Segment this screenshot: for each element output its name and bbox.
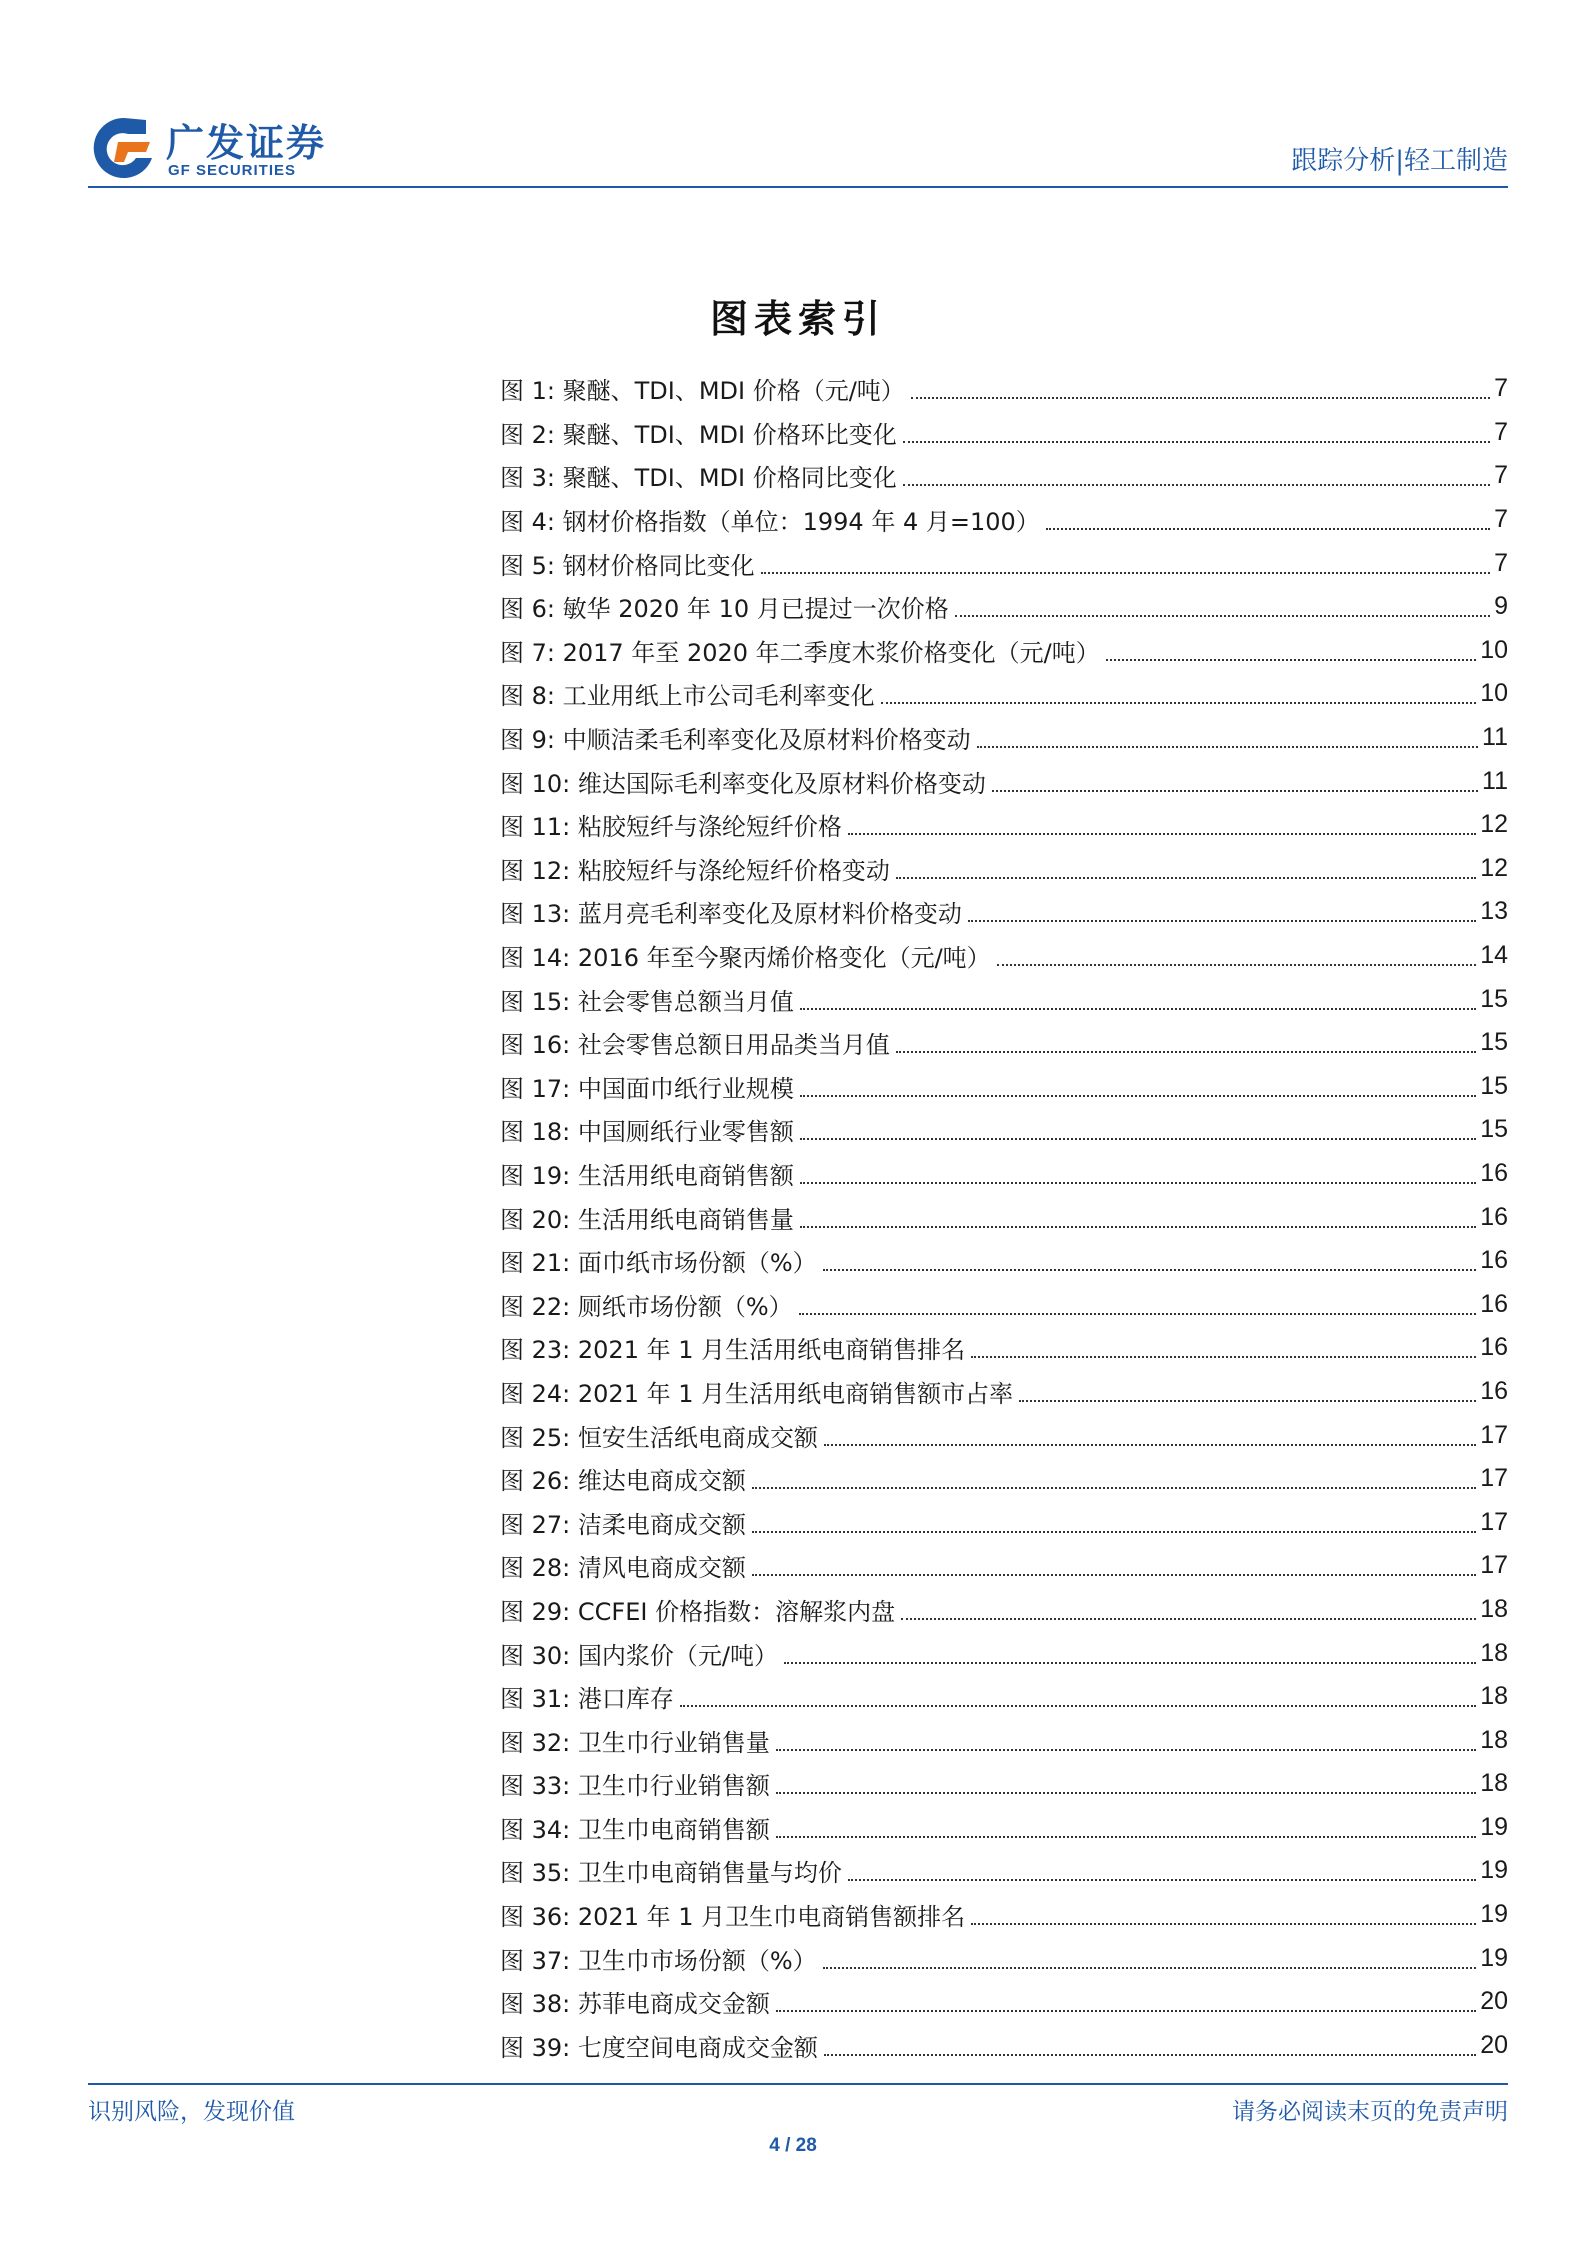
toc-leader-dots	[997, 963, 1477, 966]
toc-leader-dots	[800, 1137, 1476, 1140]
toc-leader-dots	[968, 919, 1476, 922]
toc-entry-page: 16	[1480, 1289, 1508, 1318]
toc-entry[interactable]	[500, 934, 1508, 978]
toc-entry-page: 20	[1480, 2030, 1508, 2059]
toc-entry-label: 图 17: 中国面巾纸行业规模	[500, 1074, 794, 1103]
toc-entry-label: 图 23: 2021 年 1 月生活用纸电商销售排名	[500, 1336, 966, 1365]
toc-entry-page: 20	[1480, 1987, 1508, 2016]
toc-entry[interactable]	[500, 716, 1508, 760]
toc-entry-page: 11	[1482, 766, 1508, 795]
toc-entry-page: 9	[1494, 592, 1508, 621]
toc-entry-label: 图 22: 厕纸市场份额（%）	[500, 1292, 793, 1321]
toc-entry-label: 图 27: 洁柔电商成交额	[500, 1510, 746, 1539]
toc-leader-dots	[896, 876, 1476, 879]
toc-entry[interactable]	[500, 1413, 1508, 1457]
toc-entry-page: 18	[1480, 1682, 1508, 1711]
toc-leader-dots	[752, 1573, 1476, 1576]
toc-leader-dots	[800, 1225, 1476, 1228]
toc-entry-label: 图 28: 清风电商成交额	[500, 1554, 746, 1583]
toc-leader-dots	[848, 1878, 1476, 1881]
toc-entry[interactable]	[500, 498, 1508, 542]
toc-leader-dots	[776, 1835, 1476, 1838]
toc-entry[interactable]	[500, 1544, 1508, 1588]
toc-leader-dots	[881, 701, 1477, 704]
toc-leader-dots	[955, 614, 1490, 617]
toc-entry[interactable]	[500, 367, 1508, 411]
toc-entry[interactable]	[500, 1806, 1508, 1850]
toc-entry[interactable]	[500, 759, 1508, 803]
toc-entry-page: 18	[1480, 1725, 1508, 1754]
toc-entry[interactable]	[500, 585, 1508, 629]
toc-entry-page: 19	[1480, 1943, 1508, 1972]
toc-entry-page: 17	[1480, 1464, 1508, 1493]
toc-entry-page: 10	[1480, 679, 1508, 708]
toc-leader-dots	[680, 1704, 1476, 1707]
toc-entry[interactable]	[500, 1282, 1508, 1326]
page-header	[88, 108, 1508, 186]
figure-index-list	[500, 367, 1508, 2067]
toc-entry[interactable]	[500, 1631, 1508, 1675]
toc-entry-page: 17	[1480, 1420, 1508, 1449]
toc-entry[interactable]	[500, 1500, 1508, 1544]
toc-entry-label: 图 32: 卫生巾行业销售量	[500, 1728, 770, 1757]
toc-leader-dots	[1106, 658, 1476, 661]
toc-entry-label: 图 12: 粘胶短纤与涤纶短纤价格变动	[500, 856, 890, 885]
toc-entry-label: 图 26: 维达电商成交额	[500, 1467, 746, 1496]
footer-slogan: 识别风险，发现价值	[88, 2099, 295, 2125]
toc-entry[interactable]	[500, 1021, 1508, 1065]
toc-leader-dots	[761, 571, 1490, 574]
toc-entry-label: 图 11: 粘胶短纤与涤纶短纤价格	[500, 813, 842, 842]
toc-entry-label: 图 21: 面巾纸市场份额（%）	[500, 1249, 817, 1278]
toc-entry-label: 图 30: 国内浆价（元/吨）	[500, 1641, 778, 1670]
toc-entry-label: 图 8: 工业用纸上市公司毛利率变化	[500, 682, 875, 711]
toc-entry[interactable]	[500, 629, 1508, 673]
toc-entry-page: 18	[1480, 1638, 1508, 1667]
toc-entry[interactable]	[500, 1718, 1508, 1762]
toc-entry-label: 图 13: 蓝月亮毛利率变化及原材料价格变动	[500, 900, 962, 929]
toc-entry-label: 图 24: 2021 年 1 月生活用纸电商销售额市占率	[500, 1379, 1014, 1408]
toc-leader-dots	[903, 440, 1490, 443]
toc-entry-label: 图 3: 聚醚、TDI、MDI 价格同比变化	[500, 464, 897, 493]
toc-leader-dots	[776, 1748, 1476, 1751]
toc-entry[interactable]	[500, 1108, 1508, 1152]
toc-leader-dots	[901, 1617, 1476, 1620]
toc-leader-dots	[977, 745, 1478, 748]
toc-entry-label: 图 34: 卫生巾电商销售额	[500, 1815, 770, 1844]
toc-entry-page: 16	[1480, 1376, 1508, 1405]
toc-entry-label: 图 38: 苏菲电商成交金额	[500, 1990, 770, 2019]
toc-leader-dots	[776, 2009, 1476, 2012]
toc-entry-label: 图 5: 钢材价格同比变化	[500, 551, 755, 580]
toc-entry-label: 图 4: 钢材价格指数（单位：1994 年 4 月=100）	[500, 508, 1040, 537]
toc-leader-dots	[823, 1268, 1477, 1271]
toc-entry-page: 19	[1480, 1900, 1508, 1929]
toc-entry[interactable]	[500, 1936, 1508, 1980]
toc-entry-page: 13	[1480, 897, 1508, 926]
toc-entry-label: 图 14: 2016 年至今聚丙烯价格变化（元/吨）	[500, 944, 991, 973]
toc-leader-dots	[896, 1050, 1476, 1053]
toc-entry-page: 11	[1482, 723, 1508, 752]
toc-leader-dots	[911, 396, 1490, 399]
toc-entry-page: 16	[1480, 1202, 1508, 1231]
toc-entry[interactable]	[500, 1980, 1508, 2024]
toc-entry[interactable]	[500, 1152, 1508, 1196]
toc-entry[interactable]	[500, 1675, 1508, 1719]
toc-entry[interactable]	[500, 890, 1508, 934]
toc-leader-dots	[800, 1094, 1476, 1097]
toc-entry-label: 图 39: 七度空间电商成交金额	[500, 2033, 818, 2062]
toc-entry-page: 18	[1480, 1594, 1508, 1623]
toc-entry-page: 12	[1480, 853, 1508, 882]
gf-logo-mark-icon	[88, 112, 160, 184]
toc-leader-dots	[992, 789, 1478, 792]
toc-leader-dots	[824, 1443, 1476, 1446]
toc-leader-dots	[971, 1355, 1476, 1358]
toc-entry-label: 图 10: 维达国际毛利率变化及原材料价格变动	[500, 769, 986, 798]
toc-leader-dots	[824, 2053, 1476, 2056]
toc-entry-page: 12	[1480, 810, 1508, 839]
toc-leader-dots	[823, 1966, 1477, 1969]
toc-entry[interactable]	[500, 2024, 1508, 2068]
toc-entry-page: 19	[1480, 1812, 1508, 1841]
toc-entry[interactable]	[500, 803, 1508, 847]
report-section-label: 跟踪分析|轻工制造	[1291, 146, 1508, 176]
toc-entry-page: 15	[1480, 984, 1508, 1013]
toc-leader-dots	[776, 1791, 1476, 1794]
toc-entry-page: 18	[1480, 1769, 1508, 1798]
toc-entry[interactable]	[500, 1195, 1508, 1239]
toc-entry-label: 图 35: 卫生巾电商销售量与均价	[500, 1859, 842, 1888]
toc-leader-dots	[848, 832, 1476, 835]
toc-entry-label: 图 7: 2017 年至 2020 年二季度木浆价格变化（元/吨）	[500, 638, 1100, 667]
toc-entry[interactable]	[500, 1065, 1508, 1109]
toc-entry-page: 7	[1494, 505, 1508, 534]
toc-entry-label: 图 37: 卫生巾市场份额（%）	[500, 1946, 817, 1975]
toc-leader-dots	[799, 1312, 1477, 1315]
toc-entry-label: 图 2: 聚醚、TDI、MDI 价格环比变化	[500, 420, 897, 449]
header-divider	[88, 186, 1508, 188]
toc-entry[interactable]	[500, 977, 1508, 1021]
logo-chinese-text: 广发证券	[166, 121, 327, 165]
toc-entry-page: 15	[1480, 1028, 1508, 1057]
footer-disclaimer-notice: 请务必阅读末页的免责声明	[1232, 2099, 1508, 2125]
toc-leader-dots	[1019, 1399, 1476, 1402]
toc-entry-label: 图 33: 卫生巾行业销售额	[500, 1772, 770, 1801]
toc-leader-dots	[800, 1007, 1476, 1010]
toc-entry-page: 17	[1480, 1551, 1508, 1580]
toc-leader-dots	[752, 1486, 1476, 1489]
toc-entry-label: 图 18: 中国厕纸行业零售额	[500, 1118, 794, 1147]
toc-entry[interactable]	[500, 541, 1508, 585]
toc-entry-label: 图 19: 生活用纸电商销售额	[500, 1161, 794, 1190]
toc-entry-page: 14	[1480, 941, 1508, 970]
toc-entry-page: 16	[1480, 1246, 1508, 1275]
toc-entry-page: 19	[1480, 1856, 1508, 1885]
toc-entry[interactable]	[500, 454, 1508, 498]
toc-entry[interactable]	[500, 1239, 1508, 1283]
toc-entry[interactable]	[500, 1326, 1508, 1370]
toc-entry-label: 图 20: 生活用纸电商销售量	[500, 1205, 794, 1234]
toc-leader-dots	[784, 1661, 1476, 1664]
toc-entry-label: 图 25: 恒安生活纸电商成交额	[500, 1423, 818, 1452]
toc-entry-label: 图 1: 聚醚、TDI、MDI 价格（元/吨）	[500, 377, 905, 406]
toc-entry-page: 7	[1494, 548, 1508, 577]
toc-entry[interactable]	[500, 1762, 1508, 1806]
toc-entry-label: 图 15: 社会零售总额当月值	[500, 987, 794, 1016]
toc-entry-label: 图 9: 中顺洁柔毛利率变化及原材料价格变动	[500, 726, 971, 755]
gf-securities-logo	[88, 108, 348, 186]
logo-english-text: GF SECURITIES	[168, 162, 297, 179]
toc-entry[interactable]	[500, 1370, 1508, 1414]
footer-divider	[88, 2083, 1508, 2085]
toc-entry-page: 7	[1494, 374, 1508, 403]
toc-entry[interactable]	[500, 1457, 1508, 1501]
toc-entry-label: 图 16: 社会零售总额日用品类当月值	[500, 1031, 890, 1060]
toc-title: 图表索引	[709, 296, 886, 341]
toc-leader-dots	[903, 483, 1490, 486]
toc-leader-dots	[971, 1922, 1476, 1925]
toc-entry[interactable]	[500, 672, 1508, 716]
toc-entry-page: 16	[1480, 1333, 1508, 1362]
toc-entry-label: 图 6: 敏华 2020 年 10 月已提过一次价格	[500, 595, 949, 624]
toc-entry[interactable]	[500, 1893, 1508, 1937]
toc-entry[interactable]	[500, 1849, 1508, 1893]
toc-leader-dots	[752, 1530, 1476, 1533]
toc-entry[interactable]	[500, 847, 1508, 891]
toc-entry-page: 7	[1494, 461, 1508, 490]
toc-entry-label: 图 36: 2021 年 1 月卫生巾电商销售额排名	[500, 1903, 966, 1932]
toc-entry-page: 17	[1480, 1507, 1508, 1536]
toc-entry[interactable]	[500, 411, 1508, 455]
toc-entry-page: 15	[1480, 1115, 1508, 1144]
toc-leader-dots	[1046, 527, 1490, 530]
page-number: 4 / 28	[769, 2135, 817, 2156]
toc-entry-page: 10	[1480, 635, 1508, 664]
toc-entry-page: 7	[1494, 417, 1508, 446]
toc-entry-page: 16	[1480, 1158, 1508, 1187]
toc-entry-page: 15	[1480, 1071, 1508, 1100]
toc-entry[interactable]	[500, 1588, 1508, 1632]
toc-leader-dots	[800, 1181, 1476, 1184]
toc-entry-label: 图 31: 港口库存	[500, 1685, 674, 1714]
toc-entry-label: 图 29: CCFEI 价格指数：溶解浆内盘	[500, 1597, 896, 1626]
